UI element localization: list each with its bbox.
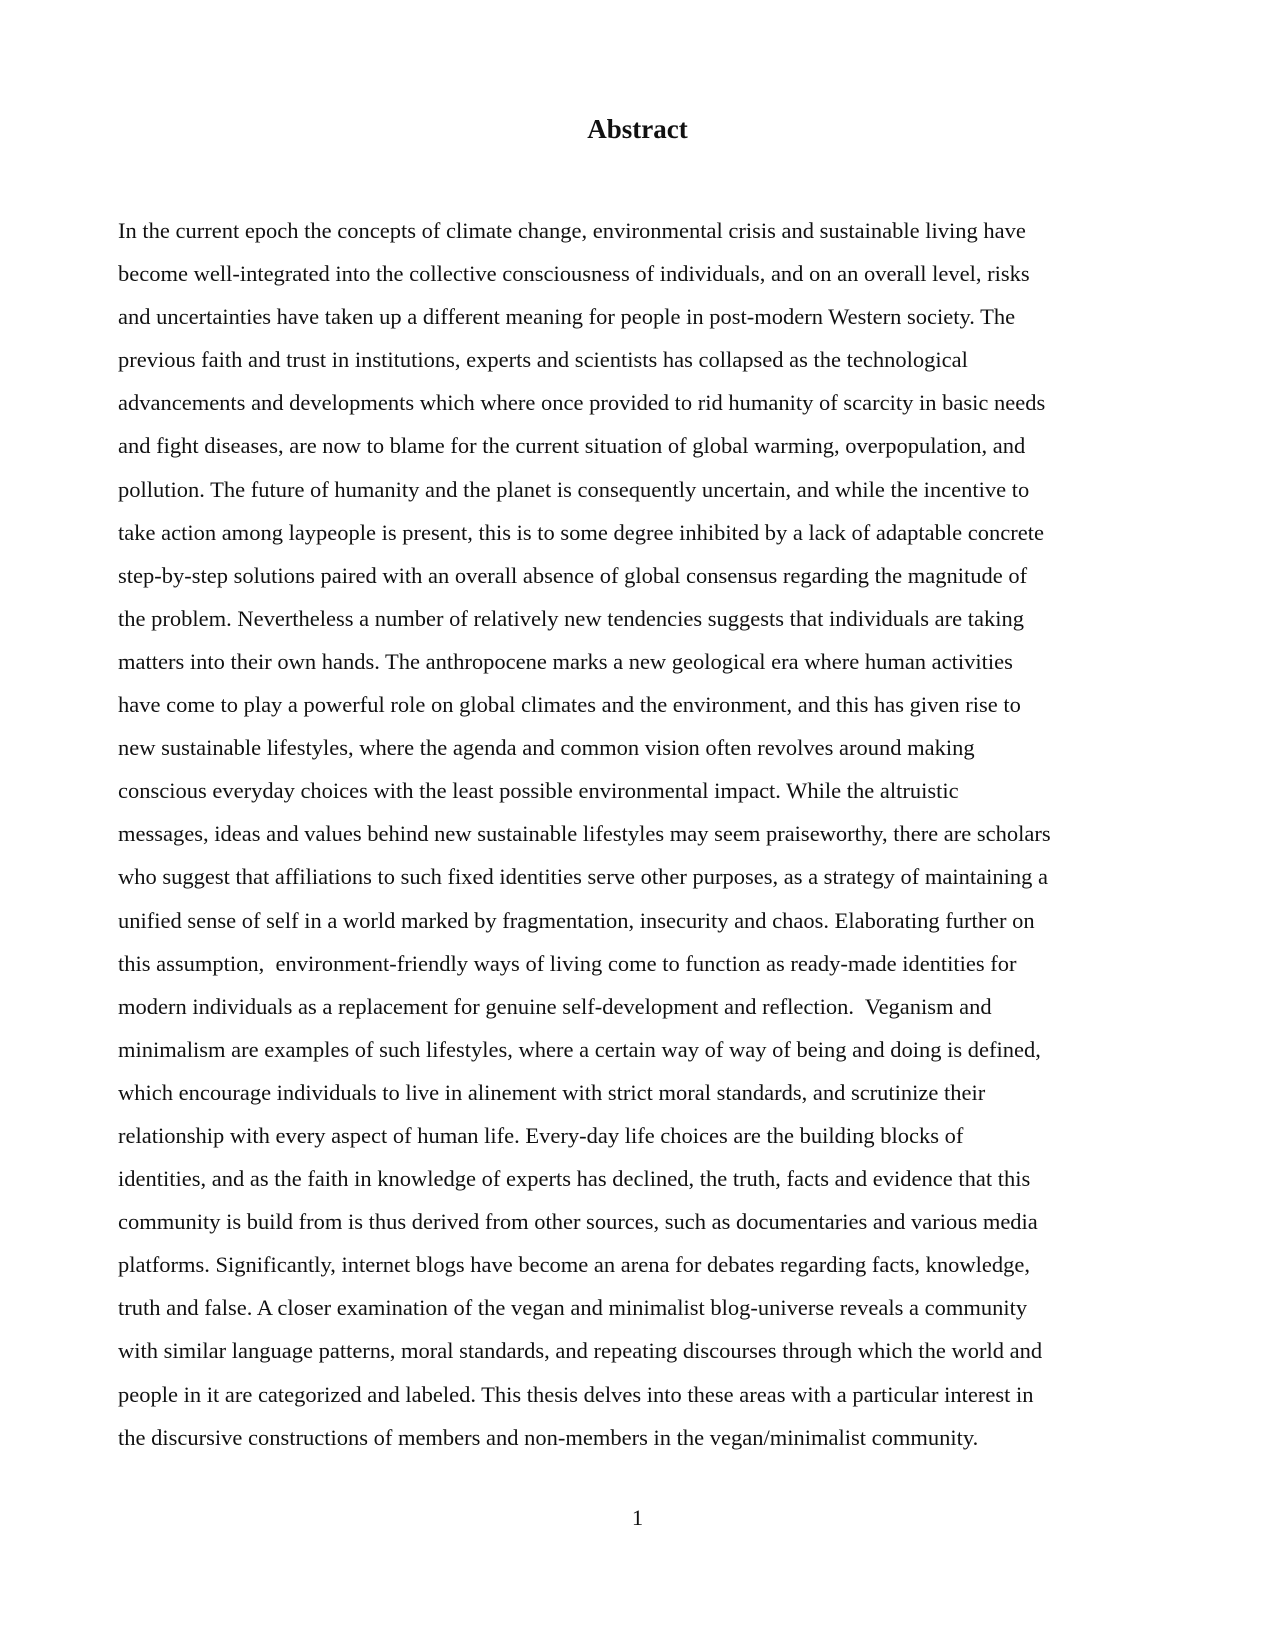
- text-line: previous faith and trust in institutions, experts and scientists has collapsed as the technological: [118, 347, 968, 373]
- text-line: messages, ideas and values behind new sustainable lifestyles may seem praiseworthy, there are scholars: [118, 821, 1051, 847]
- text-line: pollution. The future of humanity and the planet is consequently uncertain, and while the incentive to: [118, 476, 1030, 502]
- text-line: become well-integrated into the collective consciousness of individuals, and on an overall level, risks: [118, 261, 1030, 287]
- text-line: platforms. Significantly, internet blogs have become an arena for debates regarding facts, knowledge,: [118, 1252, 1030, 1278]
- text-line: and uncertainties have taken up a different meaning for people in post-modern Western society. The: [118, 304, 1016, 330]
- text-line: In the current epoch the concepts of climate change, environmental crisis and sustainable living have: [118, 218, 1026, 243]
- text-line: and fight diseases, are now to blame for the current situation of global warming, overpopulation, and: [118, 433, 1026, 459]
- text-line: unified sense of self in a world marked by fragmentation, insecurity and chaos. Elaborating further on: [118, 907, 1035, 933]
- text-line: people in it are categorized and labeled. This thesis delves into these areas with a particular interest in: [118, 1381, 1034, 1407]
- text-line: this assumption, environment-friendly ways of living come to function as ready-made identities for: [118, 950, 1017, 976]
- text-line: the discursive constructions of members and non-members in the vegan/minimalist community.: [118, 1424, 979, 1450]
- text-line: who suggest that affiliations to such fixed identities serve other purposes, as a strategy of maintaining a: [118, 864, 1048, 890]
- abstract-paragraph: [118, 209, 1178, 1459]
- text-line: step-by-step solutions paired with an overall absence of global consensus regarding the magnitude of: [118, 562, 1028, 588]
- text-line: identities, and as the faith in knowledge of experts has declined, the truth, facts and evidence that this: [118, 1166, 1031, 1192]
- text-line: matters into their own hands. The anthropocene marks a new geological era where human activities: [118, 648, 1013, 674]
- text-line: relationship with every aspect of human life. Every-day life choices are the building blocks of: [118, 1122, 964, 1148]
- text-line: community is build from is thus derived from other sources, such as documentaries and various media: [118, 1209, 1038, 1235]
- text-line: conscious everyday choices with the least possible environmental impact. While the altruistic: [118, 778, 959, 804]
- text-line: minimalism are examples of such lifestyles, where a certain way of way of being and doing is defined,: [118, 1036, 1041, 1062]
- text-line: new sustainable lifestyles, where the agenda and common vision often revolves around making: [118, 735, 975, 761]
- text-line: the problem. Nevertheless a number of relatively new tendencies suggests that individuals are taking: [118, 605, 1024, 631]
- page-title: Abstract: [587, 114, 688, 144]
- text-line: have come to play a powerful role on global climates and the environment, and this has given rise to: [118, 692, 1021, 718]
- page-number: 1: [631, 1505, 644, 1530]
- text-line: with similar language patterns, moral standards, and repeating discourses through which the world and: [118, 1338, 1043, 1364]
- text-line: advancements and developments which where once provided to rid humanity of scarcity in basic needs: [118, 390, 1046, 416]
- text-line: take action among laypeople is present, this is to some degree inhibited by a lack of adaptable concrete: [118, 519, 1044, 545]
- text-line: which encourage individuals to live in alinement with strict moral standards, and scrutinize their: [118, 1079, 986, 1105]
- text-line: modern individuals as a replacement for genuine self-development and reflection. Veganism and: [118, 993, 992, 1019]
- text-line: truth and false. A closer examination of the vegan and minimalist blog-universe reveals a community: [118, 1295, 1028, 1321]
